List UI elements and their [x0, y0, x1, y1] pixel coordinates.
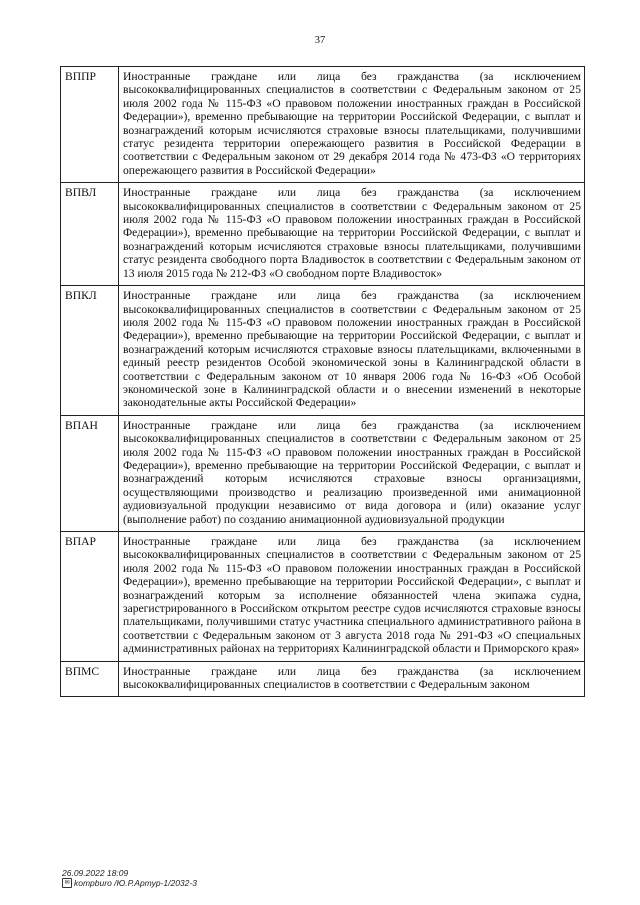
row-description: Иностранные граждане или лица без гражданства (за исключением высококвалифицированных специалистов в соответствии с Федеральным законом от 25 июля 2002 года № 115-ФЗ «О правовом положении иностранных граждан в Российской Федерации»), временно пребывающие на территории Российской Федерации, с выплат и вознаграждений которым исчисляются страховые взносы плательщиками, получившими статус резидента территории опережающего развития в Российской Федерации в соответствии с Федеральным законом от 29 декабря 2014 года № 473-ФЗ «О территориях опережающего развития в Российской Федерации» [119, 67, 585, 183]
page-number: 37 [314, 35, 326, 46]
table-row [61, 661, 585, 697]
row-code: ВПАН [61, 415, 119, 531]
row-description: Иностранные граждане или лица без гражданства (за исключением высококвалифицированных специалистов в соответствии с Федеральным законом от 25 июля 2002 года № 115-ФЗ «О правовом положении иностранных граждан в Российской Федерации»), временно пребывающие на территории Российской Федерации», с выплат и вознаграждений которым за исполнение обязанностей члена экипажа судна, зарегистрированного в Российском открытом реестре судов исчисляются страховые взносы плательщиками, получившими статус участника специального административного района в соответствии с Федеральным законом от 3 августа 2018 года № 291-ФЗ «О специальных административных районах на территориях Калининградской области и Приморского края» [119, 532, 585, 662]
footer-timestamp: 26.09.2022 18:09 [62, 868, 129, 878]
footer-stamp [62, 868, 197, 888]
table-row [61, 183, 585, 286]
table-row [61, 532, 585, 662]
codes-table [60, 66, 585, 697]
footer-source-text: kompburo /Ю.Р.Артур-1/2032-3 [74, 878, 197, 888]
footer-source [62, 878, 197, 888]
table-row [61, 67, 585, 183]
row-code: ВПВЛ [61, 183, 119, 286]
table-row [61, 415, 585, 531]
row-description: Иностранные граждане или лица без гражданства (за исключением высококвалифицированных специалистов в соответствии с Федеральным законом от 25 июля 2002 года № 115-ФЗ «О правовом положении иностранных граждан в Российской Федерации»), временно пребывающие на территории Российской Федерации, с выплат и вознаграждений которым исчисляются страховые взносы плательщиками, получившими статус резидента свободного порта Владивосток в соответствии с Федеральным законом от 13 июля 2015 года № 212-ФЗ «О свободном порте Владивосток» [119, 183, 585, 286]
row-description: Иностранные граждане или лица без гражданства (за исключением высококвалифицированных специалистов в соответствии с Федеральным законом от 25 июля 2002 года № 115-ФЗ «О правовом положении иностранных граждан в Российской Федерации»), временно пребывающие на территории Российской Федерации, с выплат и вознаграждений которым исчисляются страховые взносы организациями, осуществляющими производство и реализацию произведенной ими анимационной аудиовизуальной продукции независимо от вида договора и (или) оказание услуг (выполнение работ) по созданию анимационной аудиовизуальной продукции [119, 415, 585, 531]
row-code: ВПКЛ [61, 286, 119, 416]
row-description: Иностранные граждане или лица без гражданства (за исключением высококвалифицированных специалистов в соответствии с Федеральным законом от 25 июля 2002 года № 115-ФЗ «О правовом положении иностранных граждан в Российской Федерации»), временно пребывающие на территории Российской Федерации, с выплат и вознаграждений которым исчисляются страховые взносы плательщиками, включенными в единый реестр резидентов Особой экономической зоны в Калининградской области в соответствии с Федеральным законом от 10 января 2006 года № 16-ФЗ «Об Особой экономической зоне в Калининградской области и о внесении изменений в некоторые законодательные акты Российской Федерации» [119, 286, 585, 416]
kompburo-logo-icon: ✉ [62, 878, 72, 888]
row-code: ВПМС [61, 661, 119, 697]
row-code: ВПАР [61, 532, 119, 662]
row-description: Иностранные граждане или лица без гражданства (за исключением высококвалифицированных специалистов в соответствии с Федеральным законом [119, 661, 585, 697]
row-code: ВППР [61, 67, 119, 183]
table-row [61, 286, 585, 416]
